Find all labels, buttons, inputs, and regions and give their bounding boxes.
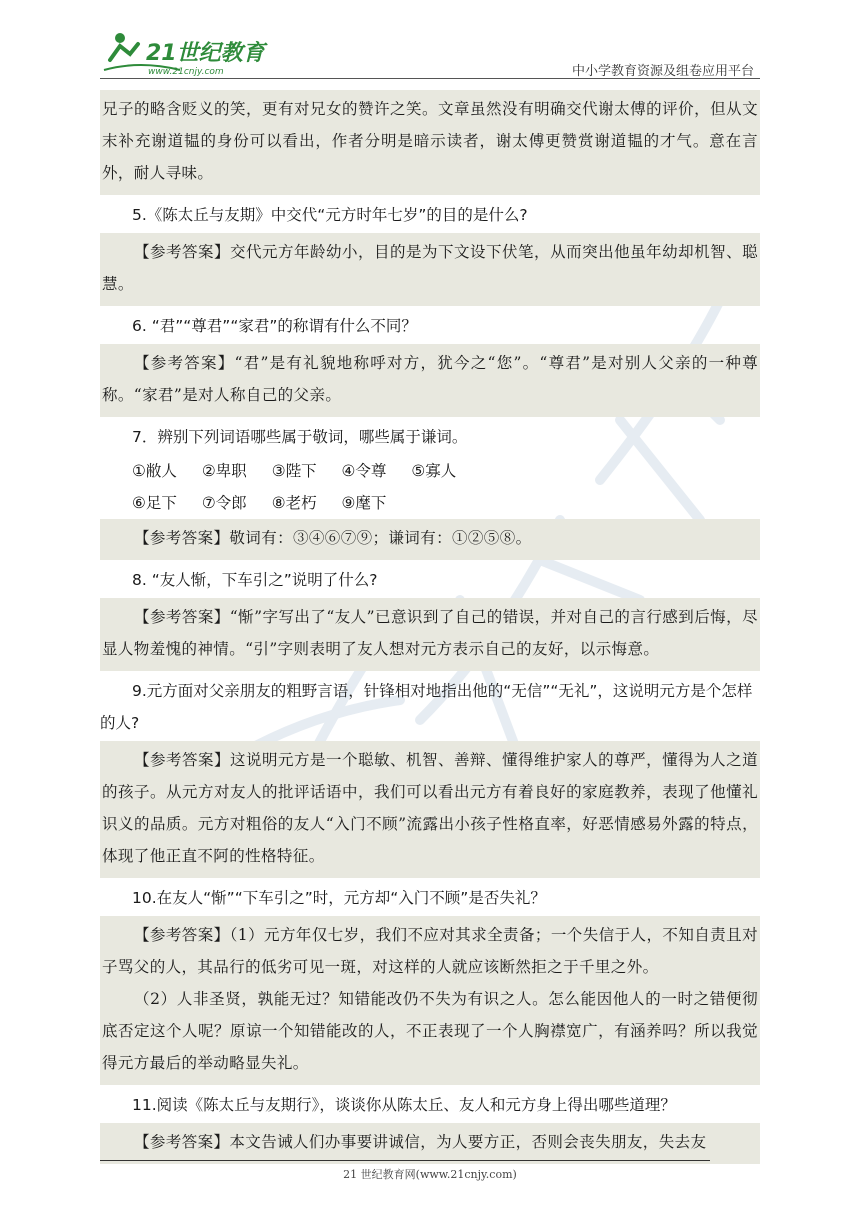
- option-item: ②卑职: [201, 462, 247, 480]
- answer-5: 【参考答案】交代元方年龄幼小，目的是为下文设下伏笔，从而突出他虽年幼却机智、聪慧。: [100, 233, 760, 306]
- option-item: ⑧老朽: [271, 494, 317, 512]
- answer-block-cont: 兄子的略含贬义的笑，更有对兄女的赞许之笑。文章虽然没有明确交代谢太傅的评价，但从文末补充谢道韫的身份可以看出，作者分明是暗示读者，谢太傅更赞赏谢道韫的才气。意在言外，耐人寻味。: [100, 90, 760, 195]
- option-item: ③陛下: [271, 462, 317, 480]
- option-item: ⑦令郎: [201, 494, 247, 512]
- question-11: 11.阅读《陈太丘与友期行》，谈谈你从陈太丘、友人和元方身上得出哪些道理？: [132, 1096, 676, 1114]
- svg-text:www.21cnjy.com: www.21cnjy.com: [148, 67, 224, 77]
- answer-8: 【参考答案】“惭”字写出了“友人”已意识到了自己的错误，并对自己的言行感到后悔，尽显人物羞愧的神情。“引”字则表明了友人想对元方表示自己的友好，以示悔意。: [100, 598, 760, 671]
- answer-11: 【参考答案】本文告诫人们办事要讲诚信，为人要方正，否则会丧失朋友，失去友: [100, 1123, 760, 1164]
- question-10: 10.在友人“惭”“下车引之”时，元方却“入门不顾”是否失礼？: [132, 889, 546, 907]
- answer-10-part-2: （2）人非圣贤，孰能无过？知错能改仍不失为有识之人。怎么能因他人的一时之错便彻底否定这个人呢？原谅一个知错能改的人，不正表现了一个人胸襟宽广，有涵养吗？所以我觉得元方最后的举动略显失礼。: [102, 990, 758, 1072]
- answer-6: 【参考答案】“君”是有礼貌地称呼对方，犹今之“您”。“尊君”是对别人父亲的一种尊称。“家君”是对人称自己的父亲。: [100, 344, 760, 417]
- question-6: 6. “君”“尊君”“家君”的称谓有什么不同？: [132, 317, 417, 335]
- footer-text: 21 世纪教育网(www.21cnjy.com): [343, 1168, 517, 1181]
- header-rule: [100, 78, 760, 79]
- question-9: 9.元方面对父亲朋友的粗野言语，针锋相对地指出他的“无信”“无礼”，这说明元方是个怎样的人?: [100, 682, 753, 732]
- question-7-options-row-2: [100, 487, 760, 519]
- question-8: 8. “友人惭，下车引之”说明了什么?: [132, 571, 378, 589]
- answer-9: 【参考答案】这说明元方是一个聪敏、机智、善辩、懂得维护家人的尊严，懂得为人之道的孩子。从元方对友人的批评话语中，我们可以看出元方有着良好的家庭教养，表现了他懂礼识义的品质。元方对粗俗的友人“入门不顾”流露出小孩子性格直率，好恶情感易外露的特点，体现了他正直不阿的性格特征。: [100, 741, 760, 878]
- footer-rule: [100, 1160, 710, 1161]
- option-item: ④令尊: [341, 462, 387, 480]
- answer-10-part-1: 【参考答案】（1）元方年仅七岁，我们不应对其求全责备；一个失信于人，不知自责且对子骂父的人，其品行的低劣可见一斑，对这样的人就应该断然拒之于千里之外。: [102, 926, 758, 976]
- header-platform-text: 中小学教育资源及组卷应用平台: [571, 64, 754, 79]
- svg-text:21世纪教育: 21世纪教育: [146, 41, 265, 66]
- question-5: 5.《陈太丘与友期》中交代“元方时年七岁”的目的是什么?: [132, 206, 528, 224]
- logo: [100, 30, 270, 78]
- document-body: [100, 90, 760, 1168]
- answer-10: [100, 916, 760, 1085]
- option-item: ⑥足下: [132, 494, 177, 512]
- answer-7: 【参考答案】敬词有：③④⑥⑦⑨；谦词有：①②⑤⑧。: [100, 519, 760, 560]
- page-header: [100, 30, 760, 82]
- option-item: ①敝人: [132, 462, 177, 480]
- question-7-options-row-1: [100, 455, 760, 487]
- question-7: 7．辨别下列词语哪些属于敬词，哪些属于谦词。: [132, 428, 468, 446]
- option-item: ⑨麾下: [341, 494, 387, 512]
- option-item: ⑤寡人: [411, 462, 457, 480]
